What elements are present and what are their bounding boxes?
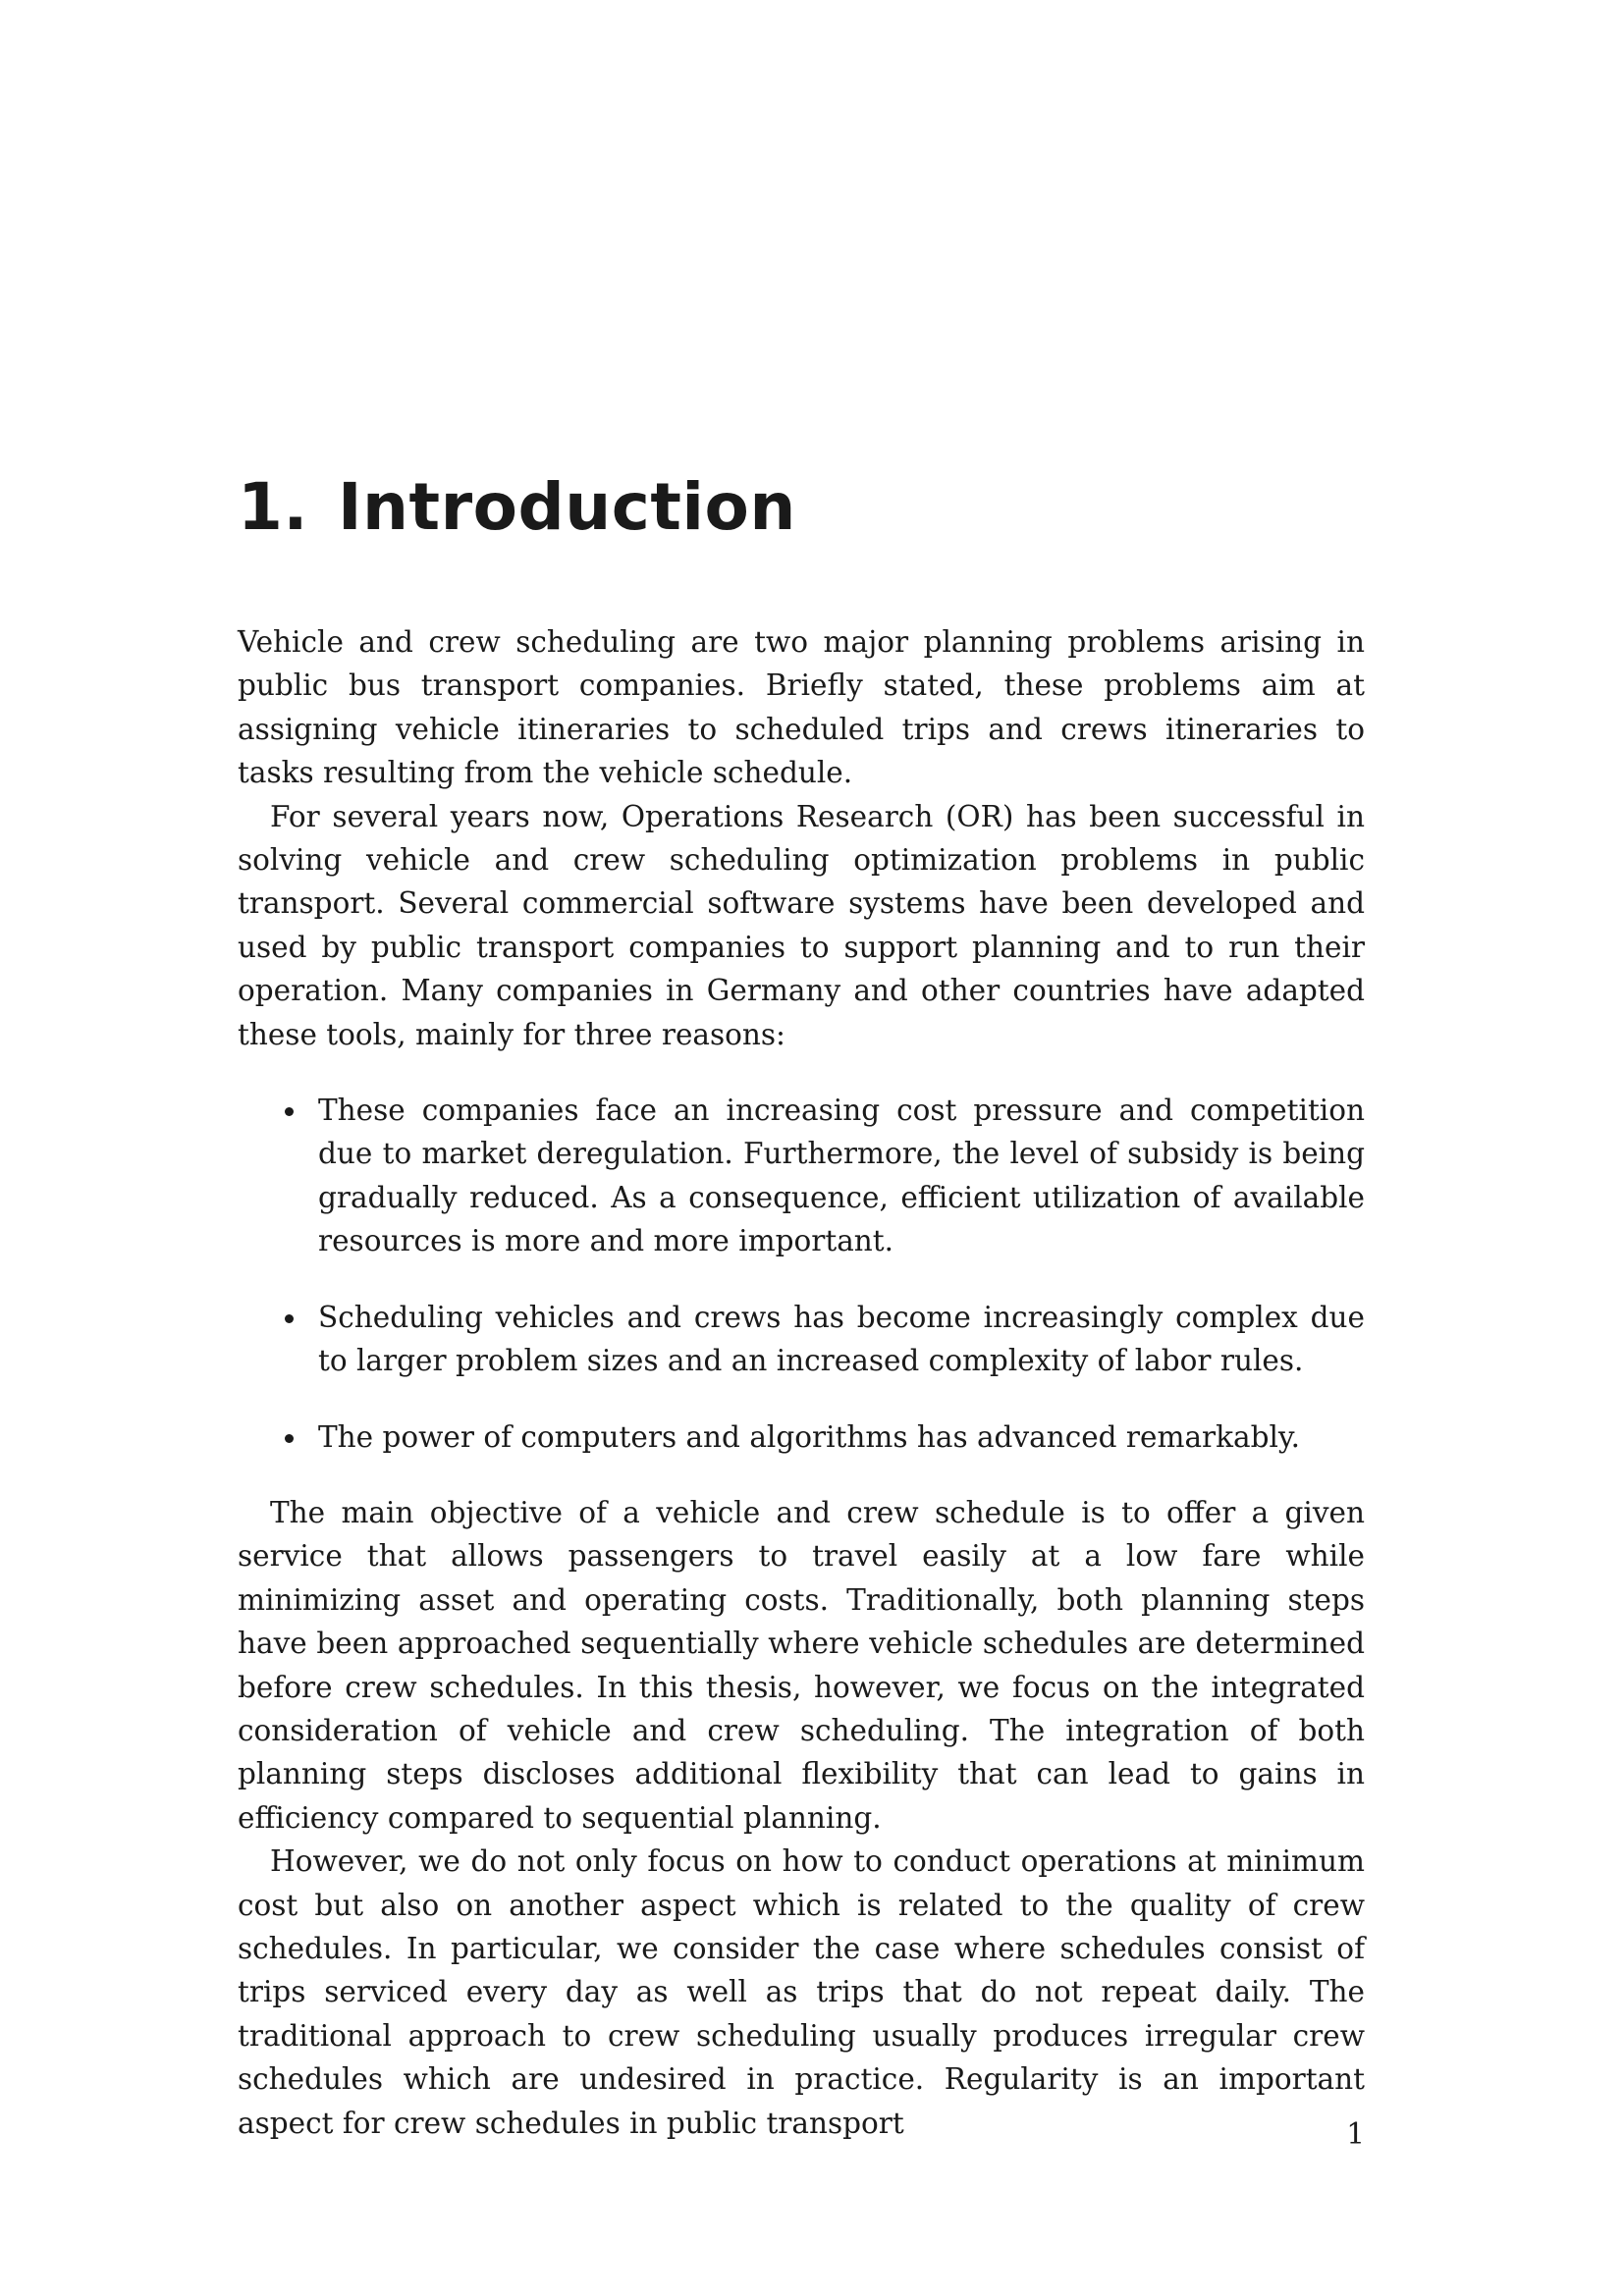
list-item	[318, 1296, 1365, 1383]
page-number: 1	[1346, 2117, 1365, 2151]
list-item-text: The power of computers and algorithms has advanced remarkably.	[318, 1419, 1301, 1454]
chapter-body	[238, 620, 1365, 2145]
paragraph-2: For several years now, Operations Research (OR) has been successful in solving vehicle and crew scheduling optimization problems in public transport. Several commercial software systems have been developed and used by public transport companies to support planning and to run their operation. Many companies in Germany and other countries have adapted these tools, mainly for three reasons:	[238, 799, 1365, 1051]
paragraph-3: The main objective of a vehicle and crew schedule is to offer a given service that allows passengers to travel easily at a low fare while minimizing asset and operating costs. Traditionally, both planning steps have been approached sequentially where vehicle schedules are determined before crew schedules. In this thesis, however, we focus on the integrated consideration of vehicle and crew scheduling. The integration of both planning steps discloses additional flexibility that can lead to gains in efficiency compared to sequential planning.	[238, 1495, 1365, 1835]
bullet-icon	[285, 1434, 294, 1443]
list-item-text: These companies face an increasing cost pressure and competition due to market deregulation. Furthermore, the level of subsidy is being gradually reduced. As a consequence, efficient utilization of available resources is more and more important.	[318, 1094, 1365, 1258]
chapter-heading	[238, 463, 796, 552]
chapter-number: 1.	[238, 469, 308, 545]
paragraph-1: Vehicle and crew scheduling are two major planning problems arising in public bus transport companies. Briefly stated, these problems aim at assigning vehicle itineraries to scheduled trips and crews itineraries to tasks resulting from the vehicle schedule.	[238, 625, 1365, 790]
chapter-title: Introduction	[338, 469, 796, 545]
reasons-list	[238, 1089, 1365, 1459]
list-item-text: Scheduling vehicles and crews has become increasingly complex due to larger problem sizes and an increased complexity of labor rules.	[318, 1300, 1365, 1378]
bullet-icon	[285, 1314, 294, 1323]
paragraph-4: However, we do not only focus on how to conduct operations at minimum cost but also on another aspect which is related to the quality of crew schedules. In particular, we consider the case where schedules consist of trips serviced every day as well as trips that do not repeat daily. The traditional approach to crew scheduling usually produces irregular crew schedules which are undesired in practice. Regularity is an important aspect for crew schedules in public transport	[238, 1844, 1365, 2140]
list-item	[318, 1089, 1365, 1263]
bullet-icon	[285, 1107, 294, 1116]
list-item	[318, 1415, 1365, 1459]
